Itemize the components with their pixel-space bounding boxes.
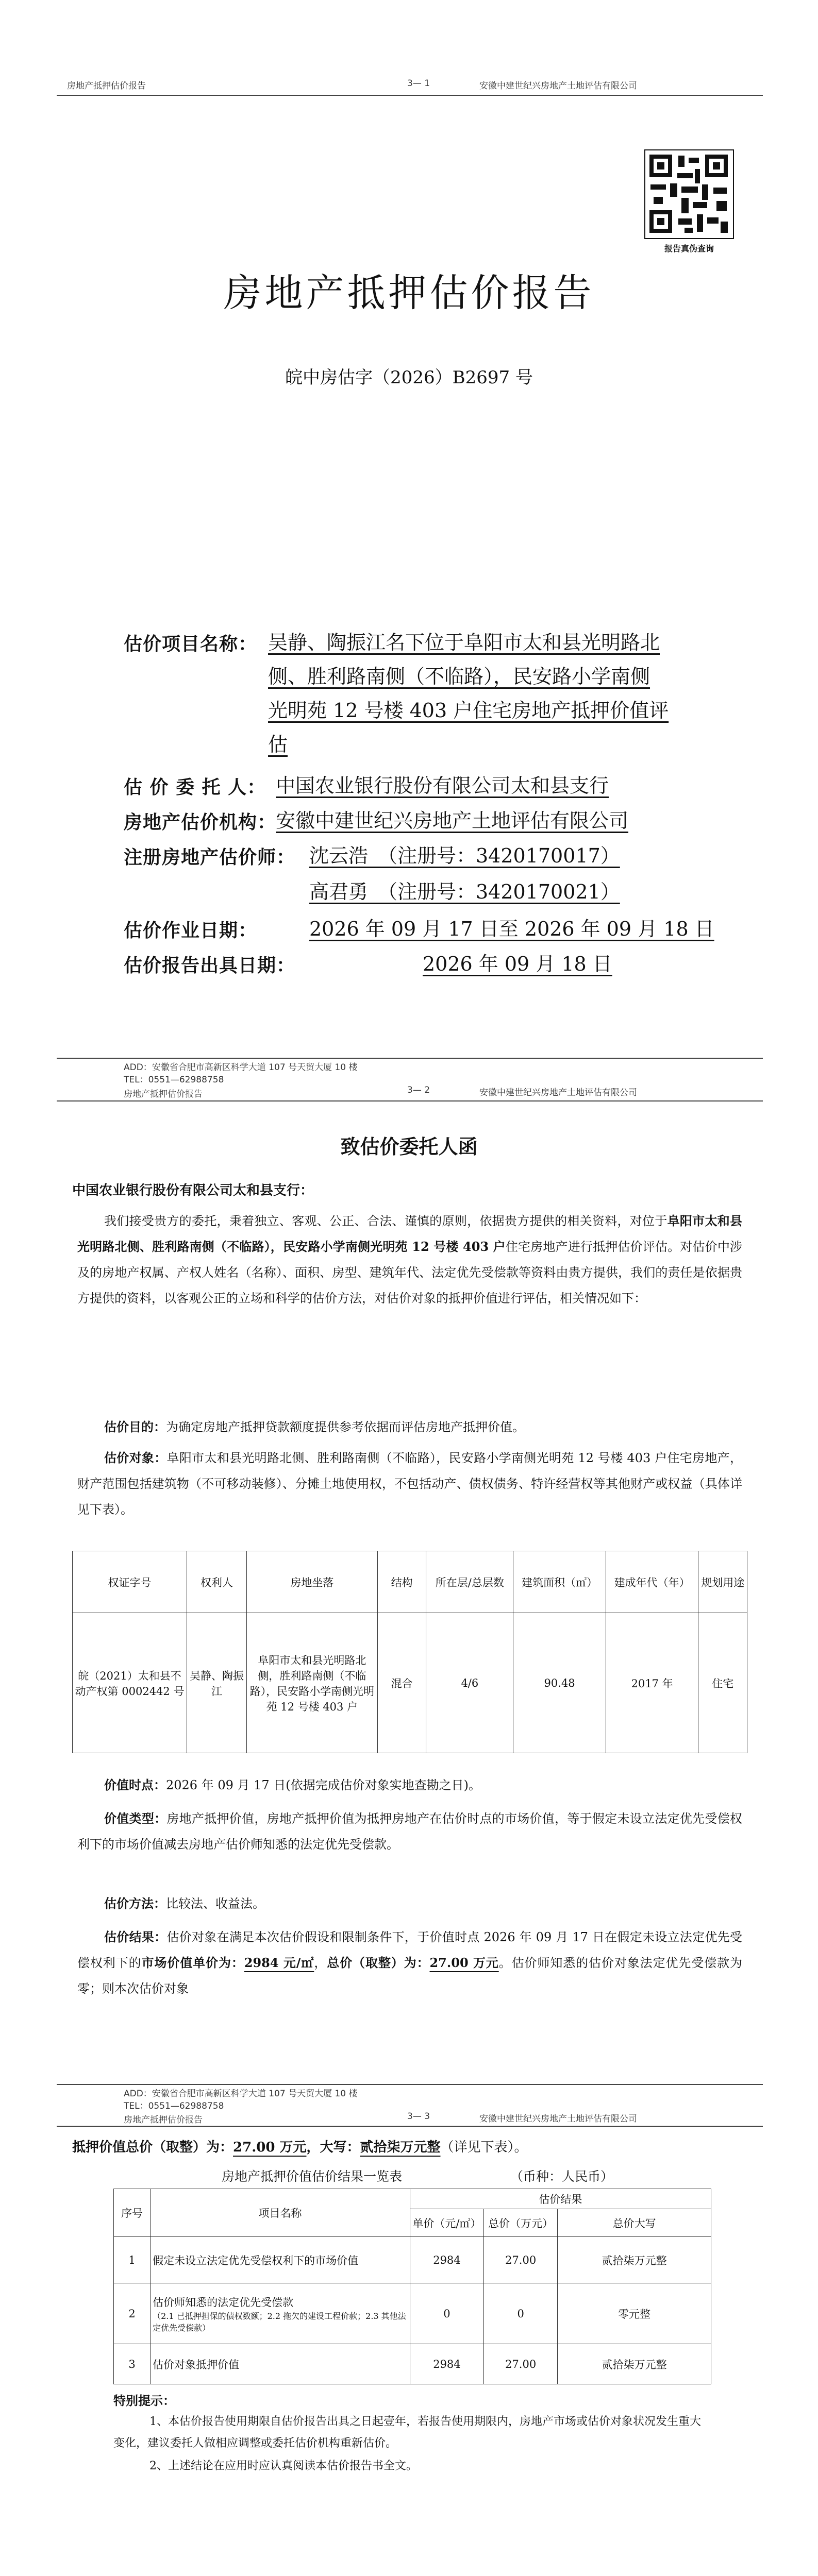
row2-no: 2 bbox=[114, 2283, 151, 2344]
result-paragraph bbox=[77, 1924, 742, 2002]
object-paragraph bbox=[77, 1445, 742, 1522]
property-table-header-row bbox=[73, 1551, 747, 1613]
letter-title: 致估价委托人函 bbox=[340, 1135, 478, 1158]
project-name-value bbox=[268, 625, 722, 761]
appraiser-2: 高君勇 （注册号：3420170021） bbox=[309, 880, 620, 903]
col-item: 项目名称 bbox=[151, 2189, 410, 2237]
report-title: 房地产抵押估价报告 bbox=[223, 271, 595, 315]
method-paragraph bbox=[77, 1891, 742, 1917]
method-label: 估价方法： bbox=[104, 1896, 166, 1911]
cell-usage: 住宅 bbox=[698, 1613, 747, 1753]
page2-header-left: 房地产抵押估价报告 bbox=[124, 1089, 203, 1099]
table-row bbox=[73, 1613, 747, 1753]
project-line-1: 吴静、陶振江名下位于阜阳市太和县光明路北 bbox=[268, 631, 660, 654]
page1-header-right: 安徽中建世纪兴房地产土地评估有限公司 bbox=[479, 81, 637, 91]
work-date-value: 2026 年 09 月 17 日至 2026 年 09 月 18 日 bbox=[309, 918, 714, 940]
col-owner: 权利人 bbox=[187, 1551, 247, 1613]
work-date-label: 估价作业日期： bbox=[124, 920, 258, 941]
col-total-caps: 总价大写 bbox=[558, 2209, 711, 2237]
result-unit-label: 市场价值单价为： bbox=[141, 1955, 244, 1970]
row3-no: 3 bbox=[114, 2344, 151, 2384]
row2-caps: 零元整 bbox=[558, 2283, 711, 2344]
total-value-tail: （详见下表）。 bbox=[440, 2140, 528, 2155]
row2-item: 估价师知悉的法定优先受偿款 bbox=[153, 2296, 294, 2309]
result-table-title: 房地产抵押价值估价结果一览表 bbox=[222, 2169, 403, 2184]
total-value-caps-label: ，大写： bbox=[306, 2140, 360, 2155]
method-text: 比较法、收益法。 bbox=[166, 1896, 265, 1911]
cell-location: 阜阳市太和县光明路北侧，胜利路南侧（不临路），民安路小学南侧光明苑 12 号楼 403 户 bbox=[246, 1613, 377, 1753]
row2-item-sub: （2.1 已抵押担保的债权数额；2.2 拖欠的建设工程价款；2.3 其他法定优先受偿款） bbox=[153, 2311, 406, 2333]
issue-date-value: 2026 年 09 月 18 日 bbox=[423, 953, 612, 975]
col-result: 估价结果 bbox=[410, 2189, 711, 2209]
col-total-price: 总价（万元） bbox=[484, 2209, 558, 2237]
row1-unit: 2984 bbox=[410, 2237, 483, 2283]
table-row bbox=[114, 2283, 711, 2344]
page1-footer-rule bbox=[57, 1058, 763, 1059]
col-area: 建筑面积（㎡） bbox=[513, 1551, 606, 1613]
col-year: 建成年代（年） bbox=[606, 1551, 698, 1613]
property-table bbox=[72, 1551, 747, 1753]
table-row bbox=[114, 2344, 711, 2384]
page3-header-right: 安徽中建世纪兴房地产土地评估有限公司 bbox=[479, 2114, 637, 2124]
value-date-label: 价值时点： bbox=[104, 1777, 166, 1792]
cell-year: 2017 年 bbox=[606, 1613, 698, 1753]
cell-cert-no: 皖（2021）太和县不动产权第 0002442 号 bbox=[73, 1613, 187, 1753]
page2-header-rule bbox=[57, 1100, 763, 1101]
page2-footer-rule bbox=[57, 2084, 763, 2085]
issue-date-label: 估价报告出具日期： bbox=[124, 955, 296, 976]
row3-item: 估价对象抵押价值 bbox=[151, 2344, 410, 2384]
table-row bbox=[114, 2237, 711, 2283]
col-unit-price: 单价（元/㎡） bbox=[410, 2209, 483, 2237]
qr-caption: 报告真伪查询 bbox=[664, 244, 714, 253]
row1-total: 27.00 bbox=[484, 2237, 558, 2283]
result-text-c: 。估价师知悉的估价对象法定优先受偿款为零；则本次估价对象 bbox=[77, 1956, 743, 1996]
result-unit-value: 2984 元/㎡ bbox=[244, 1955, 314, 1970]
page1-header-rule bbox=[57, 95, 763, 96]
result-table bbox=[113, 2189, 711, 2384]
purpose-paragraph bbox=[77, 1414, 742, 1440]
value-type-label: 价值类型： bbox=[104, 1811, 167, 1826]
letter-intro bbox=[77, 1208, 742, 1311]
page2-header-right: 安徽中建世纪兴房地产土地评估有限公司 bbox=[479, 1088, 637, 1098]
intro-text-b: 住宅房地产进行抵押估价评估。对估价中涉及的房地产权属、产权人姓名（名称）、面积、房型、建筑年代、法定优先受偿款等资料由贵方提供，我们的责任是依据贵方提供的资料，以客观公正的立场和科学的估价方法，对估价对象的抵押价值进行评估，相关情况如下： bbox=[77, 1240, 743, 1306]
row1-item: 假定未设立法定优先受偿权利下的市场价值 bbox=[151, 2237, 410, 2283]
object-text: 阜阳市太和县光明路北侧、胜利路南侧（不临路），民安路小学南侧光明苑 12 号楼 403 户住宅房地产，财产范围包括建筑物（不可移动装修）、分摊土地使用权，不包括动产、债权债务、特许经营权等其他财产或权益（具体详见下表）。 bbox=[77, 1451, 742, 1517]
value-type-text: 房地产抵押价值，房地产抵押价值为抵押房地产在估价时点的市场价值，等于假定未设立法定优先受偿权利下的市场价值减去房地产估价师知悉的法定优先受偿款。 bbox=[77, 1811, 743, 1852]
page1-footer-address: ADD：安徽省合肥市高新区科学大道 107 号天贸大厦 10 楼 bbox=[124, 1062, 358, 1073]
project-line-4: 估 bbox=[268, 733, 288, 756]
result-table-header-row-1 bbox=[114, 2189, 711, 2209]
project-line-3: 光明苑 12 号楼 403 户住宅房地产抵押价值评 bbox=[268, 699, 669, 722]
purpose-label: 估价目的： bbox=[104, 1419, 166, 1434]
page1-footer-tel: TEL：0551—62988758 bbox=[124, 1075, 224, 1085]
appraiser-label: 注册房地产估价师： bbox=[124, 846, 296, 868]
result-total-label: 总价（取整）为： bbox=[327, 1955, 430, 1970]
notes-title: 特别提示： bbox=[113, 2393, 175, 2408]
letter-addressee: 中国农业银行股份有限公司太和县支行： bbox=[72, 1183, 314, 1198]
client-value: 中国农业银行股份有限公司太和县支行 bbox=[276, 774, 609, 797]
col-cert-no: 权证字号 bbox=[73, 1551, 187, 1613]
row3-caps: 贰拾柒万元整 bbox=[558, 2344, 711, 2384]
row1-caps: 贰拾柒万元整 bbox=[558, 2237, 711, 2283]
note-1: 1、本估价报告使用期限自估价报告出具之日起壹年，若报告使用期限内，房地产市场或估价对象状况发生重大变化，建议委托人做相应调整或委托估价机构重新估价。 bbox=[113, 2415, 702, 2450]
report-number: 皖中房估字（2026）B2697 号 bbox=[285, 367, 533, 388]
result-text-b: ， bbox=[314, 1956, 327, 1970]
row1-no: 1 bbox=[114, 2237, 151, 2283]
row3-unit: 2984 bbox=[410, 2344, 483, 2384]
value-date-text: 2026 年 09 月 17 日(依据完成估价对象实地查勘之日)。 bbox=[166, 1778, 481, 1792]
col-structure: 结构 bbox=[377, 1551, 426, 1613]
page2-header-page: 3— 2 bbox=[407, 1085, 430, 1095]
value-type-paragraph bbox=[77, 1806, 742, 1857]
result-label: 估价结果： bbox=[104, 1929, 167, 1944]
agency-value: 安徽中建世纪兴房地产土地评估有限公司 bbox=[276, 809, 629, 832]
row2-total: 0 bbox=[484, 2283, 558, 2344]
cell-owner: 吴静、陶振江 bbox=[187, 1613, 247, 1753]
row3-total: 27.00 bbox=[484, 2344, 558, 2384]
note-2: 2、上述结论在应用时应认真阅读本估价报告书全文。 bbox=[149, 2460, 418, 2472]
page2-footer-tel: TEL：0551—62988758 bbox=[124, 2101, 224, 2111]
cell-floor: 4/6 bbox=[426, 1613, 513, 1753]
total-value-amount: 27.00 万元 bbox=[233, 2140, 307, 2155]
agency-label: 房地产估价机构： bbox=[124, 811, 277, 833]
col-location: 房地坐落 bbox=[246, 1551, 377, 1613]
object-label: 估价对象： bbox=[104, 1450, 167, 1465]
result-total-value: 27.00 万元 bbox=[429, 1955, 499, 1970]
col-usage: 规划用途 bbox=[698, 1551, 747, 1613]
page2-footer-address: ADD：安徽省合肥市高新区科学大道 107 号天贸大厦 10 楼 bbox=[124, 2089, 358, 2099]
cell-structure: 混合 bbox=[377, 1613, 426, 1753]
qr-code-icon[interactable] bbox=[644, 149, 734, 239]
intro-text-bold: 阜阳市太和县光明路北侧、胜利路南侧（不临路），民安路小学南侧光明苑 12 号楼 403 户 bbox=[77, 1213, 743, 1254]
result-text-a: 估价对象在满足本次估价假设和限制条件下，于价值时点 2026 年 09 月 17 日在假定未设立法定优先受偿权利下的 bbox=[77, 1930, 742, 1970]
page1-header-page: 3— 1 bbox=[407, 78, 430, 89]
client-label: 估 价 委 托 人： bbox=[124, 776, 266, 798]
page3-header-page: 3— 3 bbox=[407, 2111, 430, 2122]
col-no: 序号 bbox=[114, 2189, 151, 2237]
row2-unit: 0 bbox=[410, 2283, 483, 2344]
total-value-caps: 贰拾柒万元整 bbox=[360, 2140, 441, 2155]
total-value-label: 抵押价值总价（取整）为： bbox=[72, 2140, 233, 2155]
total-value-line bbox=[72, 2137, 528, 2158]
row2-item-cell bbox=[151, 2283, 410, 2344]
result-table-currency: （币种：人民币） bbox=[510, 2169, 614, 2184]
appraiser-1: 沈云浩 （注册号：3420170017） bbox=[309, 844, 620, 867]
value-date-paragraph bbox=[77, 1772, 742, 1798]
page3-header-rule bbox=[57, 2126, 763, 2127]
cell-area: 90.48 bbox=[513, 1613, 606, 1753]
project-line-2: 侧、胜利路南侧（不临路），民安路小学南侧 bbox=[268, 665, 650, 688]
purpose-text: 为确定房地产抵押贷款额度提供参考依据而评估房地产抵押价值。 bbox=[166, 1420, 525, 1434]
project-name-label: 估价项目名称： bbox=[124, 633, 258, 655]
page1-header-left: 房地产抵押估价报告 bbox=[67, 81, 146, 91]
intro-text-a: 我们接受贵方的委托，秉着独立、客观、公正、合法、谨慎的原则，依据贵方提供的相关资料，对位于 bbox=[104, 1214, 667, 1228]
col-floor: 所在层/总层数 bbox=[426, 1551, 513, 1613]
page3-header-left: 房地产抵押估价报告 bbox=[124, 2115, 203, 2125]
